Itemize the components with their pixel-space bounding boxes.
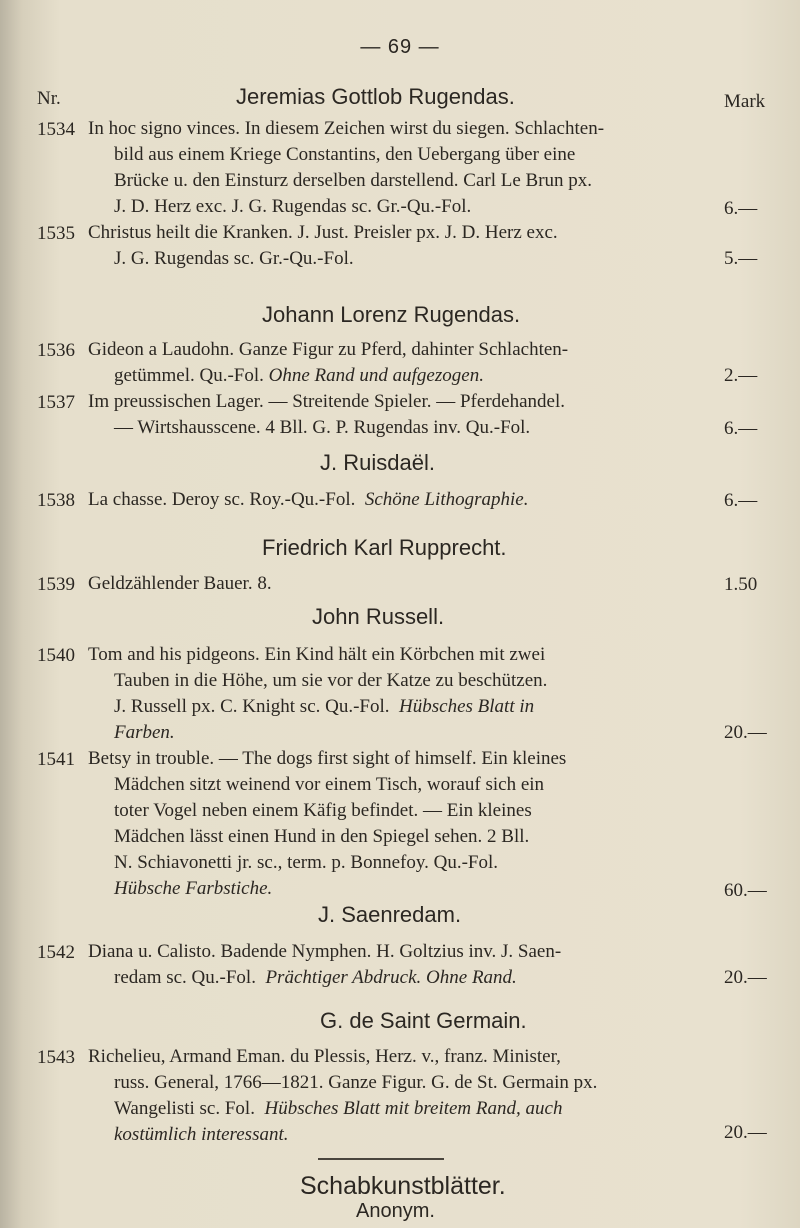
entry-text: Tom and his pidgeons. Ein Kind hält ein Körbchen mit zwei <box>88 644 546 665</box>
artist-heading: Anonym. <box>356 1200 435 1222</box>
entry-text: russ. General, 1766—1821. Ganze Figur. G. de St. Germain px. <box>114 1072 598 1093</box>
column-header-nr: Nr. <box>37 88 61 109</box>
entry-text: Tauben in die Höhe, um sie vor der Katze zu beschützen. <box>114 670 548 691</box>
entry-text: Geldzählender Bauer. 8. <box>88 573 272 594</box>
column-header-mark: Mark <box>724 91 766 112</box>
entry-text: J. G. Rugendas sc. Gr.-Qu.-Fol. <box>114 248 354 269</box>
entry-note: Farben. <box>114 722 175 743</box>
entry-price: 6.— <box>724 418 758 439</box>
catalog-entry <box>88 939 713 991</box>
entry-text: redam sc. Qu.-Fol. <box>114 967 256 988</box>
artist-heading: G. de Saint Germain. <box>320 1008 527 1033</box>
catalog-entry <box>88 389 713 441</box>
entry-price: 60.— <box>724 880 767 901</box>
entry-note: Schöne Lithographie. <box>364 489 529 510</box>
entry-number: 1539 <box>37 574 75 595</box>
entry-note: Prächtiger Abdruck. Ohne Rand. <box>265 967 517 988</box>
entry-text: Diana u. Calisto. Badende Nymphen. H. Goltzius inv. J. Saen- <box>88 941 562 962</box>
entry-note: kostümlich interessant. <box>114 1124 289 1145</box>
artist-heading: Jeremias Gottlob Rugendas. <box>236 84 515 109</box>
catalog-entry <box>88 571 713 597</box>
entry-text: toter Vogel neben einem Käfig befindet. — Ein kleines <box>114 800 532 821</box>
entry-text: Mädchen sitzt weinend vor einem Tisch, worauf sich ein <box>114 774 545 795</box>
entry-text: Christus heilt die Kranken. J. Just. Preisler px. J. D. Herz exc. <box>88 222 558 243</box>
entry-text: Betsy in trouble. — The dogs first sight of himself. Ein kleines <box>88 748 567 769</box>
entry-number: 1536 <box>37 340 75 361</box>
entry-text: — Wirtshausscene. 4 Bll. G. P. Rugendas inv. Qu.-Fol. <box>114 417 531 438</box>
entry-text: N. Schiavonetti jr. sc., term. p. Bonnefoy. Qu.-Fol. <box>114 852 498 873</box>
entry-number: 1538 <box>37 490 75 511</box>
artist-heading: J. Ruisdaël. <box>320 450 435 475</box>
entry-text: Wangelisti sc. Fol. <box>114 1098 255 1119</box>
artist-heading: J. Saenredam. <box>318 902 462 927</box>
artist-heading: John Russell. <box>312 604 445 629</box>
entry-number: 1540 <box>37 645 75 666</box>
catalog-entry <box>88 487 713 513</box>
page-number: — 69 — <box>360 36 440 58</box>
entry-text: J. Russell px. C. Knight sc. Qu.-Fol. <box>114 696 390 717</box>
entry-price: 6.— <box>724 490 758 511</box>
catalog-entry <box>88 337 713 389</box>
entry-price: 5.— <box>724 248 758 269</box>
entry-price: 20.— <box>724 722 767 743</box>
entry-number: 1535 <box>37 223 75 244</box>
entry-text: J. D. Herz exc. J. G. Rugendas sc. Gr.-Qu.-Fol. <box>114 196 472 217</box>
entry-note: Hübsche Farbstiche. <box>114 878 273 899</box>
entry-price: 20.— <box>724 967 767 988</box>
entry-text: Gideon a Laudohn. Ganze Figur zu Pferd, dahinter Schlachten- <box>88 339 569 360</box>
entry-number: 1542 <box>37 942 75 963</box>
section-divider <box>318 1158 444 1160</box>
entry-text: Brücke u. den Einsturz derselben darstellend. Carl Le Brun px. <box>114 170 593 191</box>
entry-number: 1541 <box>37 749 75 770</box>
entry-text: La chasse. Deroy sc. Roy.-Qu.-Fol. <box>88 489 356 510</box>
entry-number: 1534 <box>37 119 75 140</box>
artist-heading: Johann Lorenz Rugendas. <box>262 302 521 327</box>
entry-number: 1537 <box>37 392 75 413</box>
entry-text: Im preussischen Lager. — Streitende Spieler. — Pferdehandel. <box>88 391 565 412</box>
artist-heading: Friedrich Karl Rupprecht. <box>262 535 507 560</box>
entry-note: Hübsches Blatt in <box>399 696 535 717</box>
entry-note: Ohne Rand und aufgezogen. <box>268 365 484 386</box>
entry-note: Hübsches Blatt mit breitem Rand, auch <box>264 1098 563 1119</box>
entry-text: Mädchen lässt einen Hund in den Spiegel sehen. 2 Bll. <box>114 826 530 847</box>
catalog-entry <box>88 642 713 746</box>
catalog-entry <box>88 220 713 272</box>
entry-text: getümmel. Qu.-Fol. <box>114 365 264 386</box>
catalog-entry <box>88 116 713 220</box>
entry-price: 6.— <box>724 198 758 219</box>
entry-text: bild aus einem Kriege Constantins, den Uebergang über eine <box>114 144 576 165</box>
entry-text: In hoc signo vinces. In diesem Zeichen wirst du siegen. Schlachten- <box>88 118 605 139</box>
catalog-entry <box>88 1044 713 1148</box>
entry-text: Richelieu, Armand Eman. du Plessis, Herz. v., franz. Minister, <box>88 1046 561 1067</box>
entry-price: 1.50 <box>724 574 758 595</box>
entry-price: 2.— <box>724 365 758 386</box>
entry-price: 20.— <box>724 1122 767 1143</box>
entry-number: 1543 <box>37 1047 75 1068</box>
catalog-entry <box>88 746 713 902</box>
section-heading: Schabkunstblätter. <box>300 1172 506 1200</box>
